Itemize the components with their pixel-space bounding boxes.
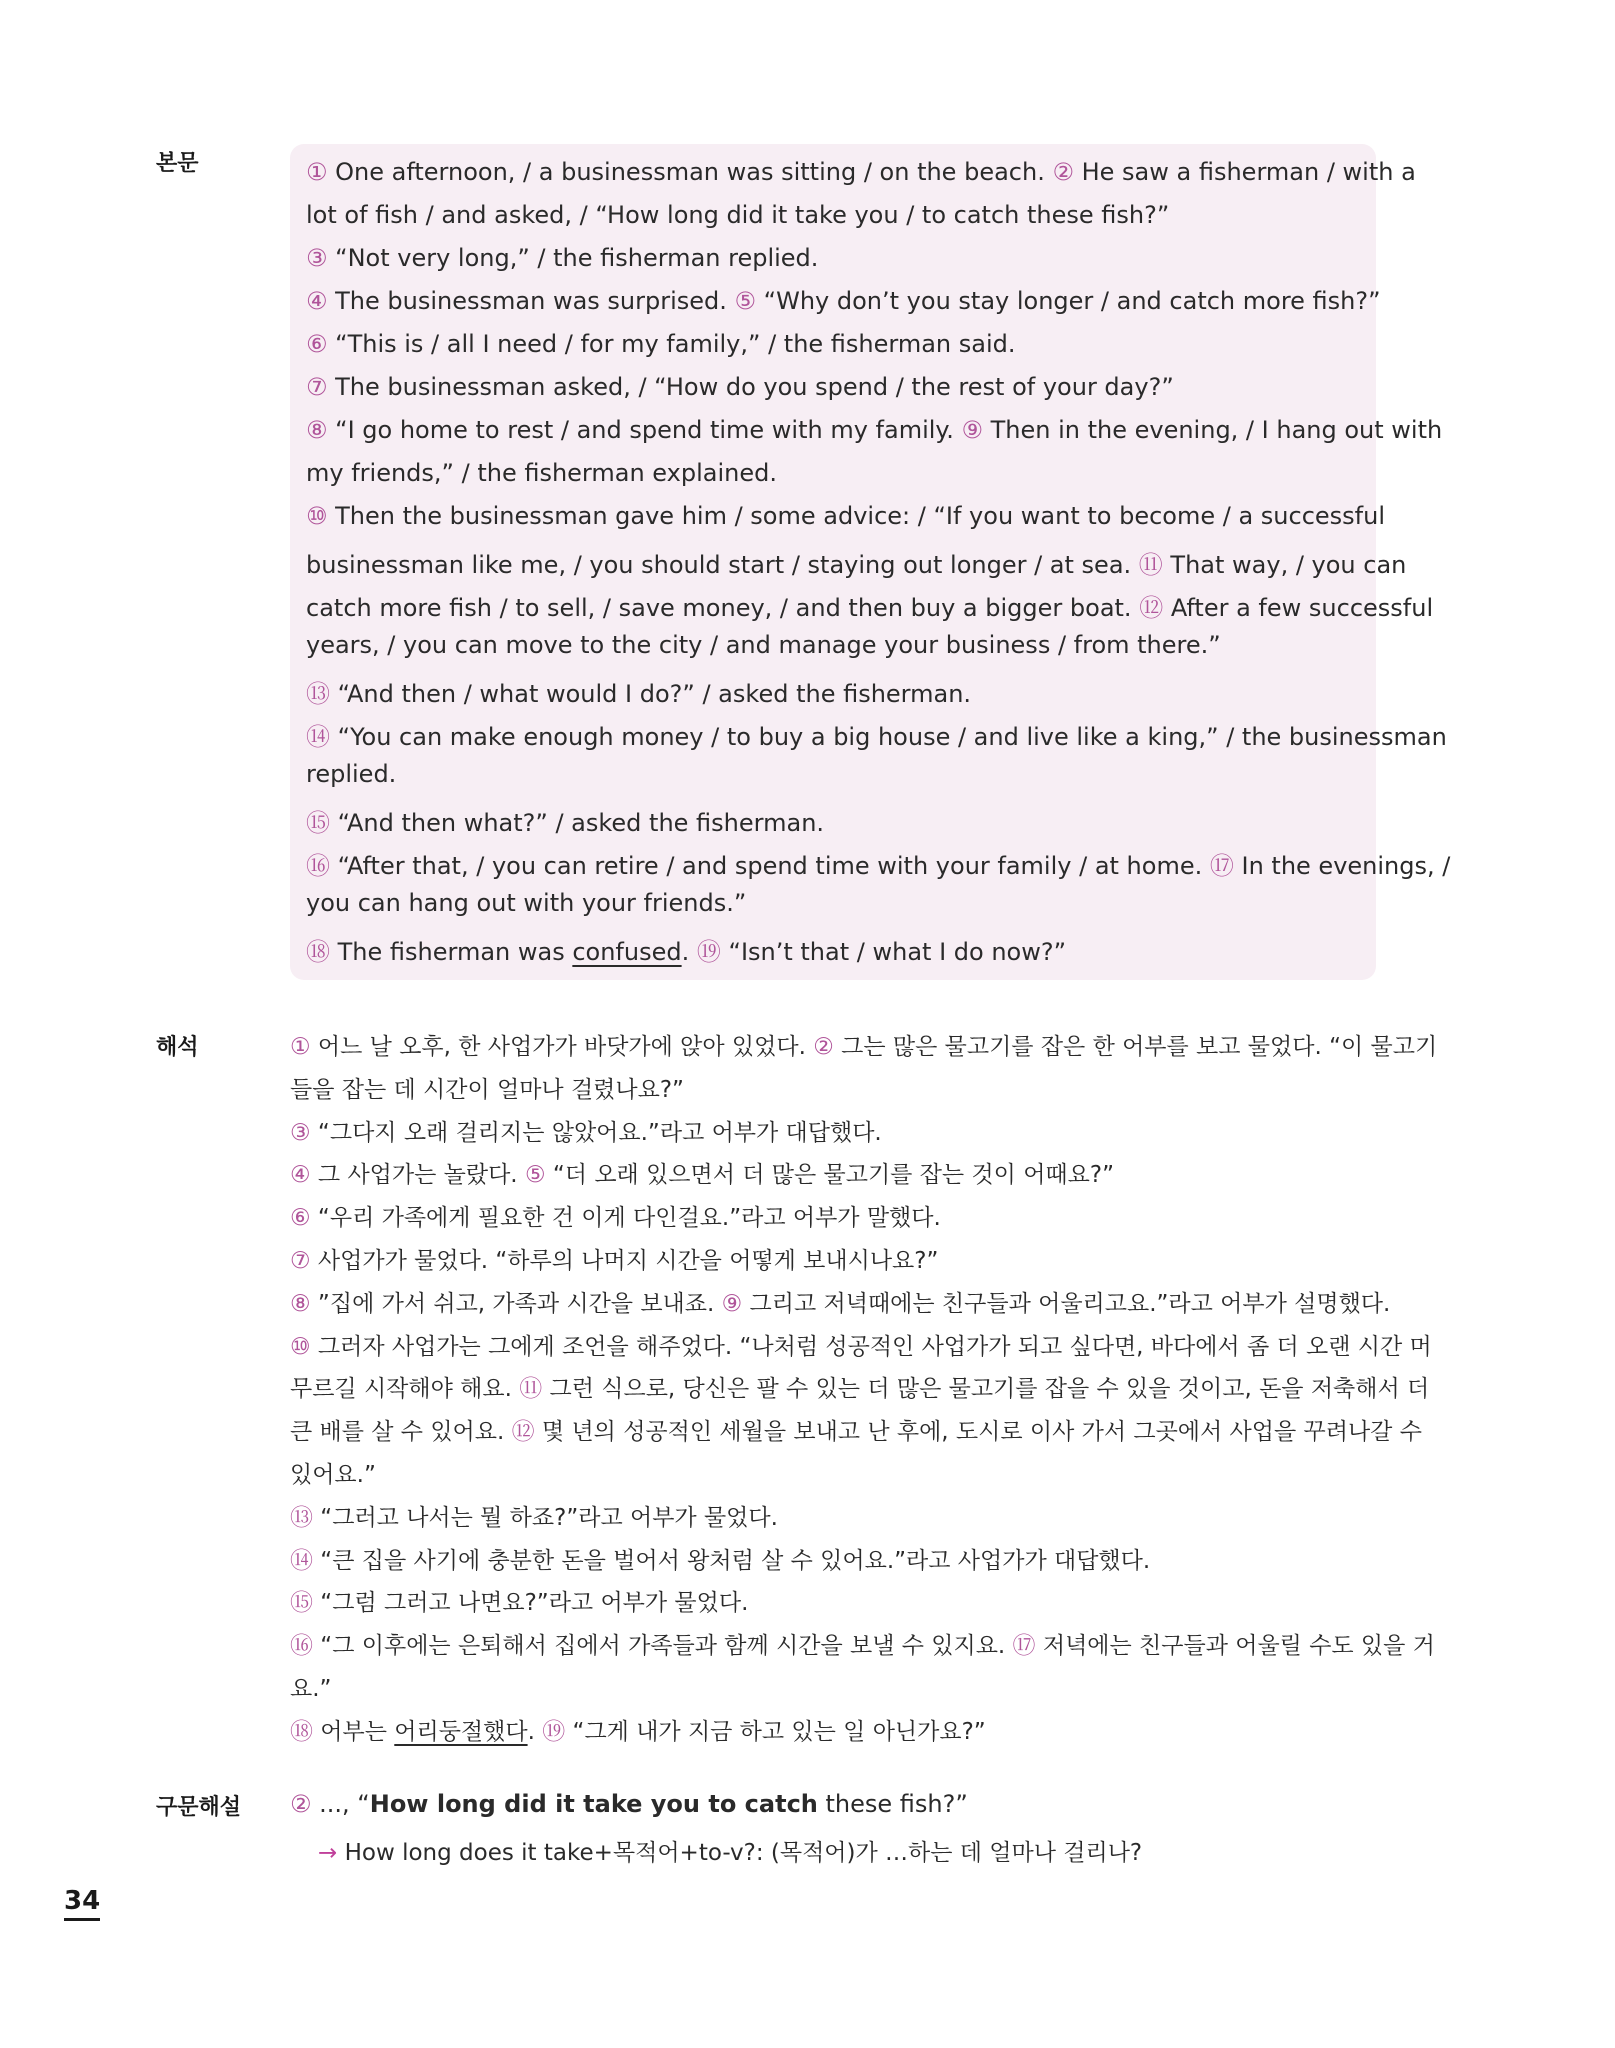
text-line [290,1627,1435,1660]
sentence-number: ⑱ [306,938,330,966]
section-label-structure: 구문해설 [156,1795,242,1820]
structure-tail: these fish?” [817,1790,968,1818]
text-line [290,1028,1438,1061]
line-text: businessman like me, / you should start / staying out longer / at sea. ⑪ That way, / you can [306,551,1407,579]
sentence-number: ① [306,158,328,186]
text-line [306,760,1366,788]
text-line [306,158,1416,186]
text-line [306,631,1366,659]
page-number: 34 [64,1886,100,1921]
line-text: lot of fish / and asked, / “How long did it take you / to catch these fish?” [306,201,1170,229]
line-text: ③ “그다지 오래 걸리지는 않았어요.”라고 어부가 대답했다. [290,1119,882,1146]
section-label-text: 본문 [156,151,199,176]
sentence-number: ⑲ [696,938,721,966]
text-line [306,201,1366,229]
text-line [306,932,1366,967]
arrow-icon: → [318,1840,338,1866]
sentence-number: ② [813,1034,834,1060]
text-line [306,674,1366,709]
line-text: ⑩ Then the businessman gave him / some advice: / “If you want to become / a successful [306,502,1386,530]
sentence-number: ④ [290,1162,311,1189]
text-line [306,846,1451,881]
text-line [306,803,1366,838]
line-text-continued: . ⑲ “그게 내가 지금 하고 있는 일 아닌가요?” [527,1718,986,1745]
underlined-word: 어리둥절했다 [394,1718,528,1745]
sentence-number: ④ [306,287,328,315]
text-line [290,1542,1380,1575]
line-text: ① 어느 날 오후, 한 사업가가 바닷가에 앉아 있었다. ② 그는 많은 물고기를 잡은 한 어부를 보고 물었다. “이 물고기 [290,1034,1438,1060]
text-line [306,889,1366,917]
line-text: ① One afternoon, / a businessman was sitting / on the beach. ② He saw a fisherman / with a [306,158,1416,186]
line-text: ④ The businessman was surprised. ⑤ “Why don’t you stay longer / and catch more fish?” [306,287,1381,315]
text-line [290,1456,1380,1489]
line-text: ⑬ “그러고 나서는 뭘 하죠?”라고 어부가 물었다. [290,1504,778,1531]
line-text: ⑯ “그 이후에는 은퇴해서 집에서 가족들과 함께 시간을 보낼 수 있지요. ⑰ 저녁에는 친구들과 어울릴 수도 있을 거 [290,1633,1435,1660]
sentence-number: ⑯ [290,1633,313,1660]
text-line [290,1071,1380,1104]
sentence-number: ⑮ [290,1590,313,1617]
sentence-number: ⑧ [306,416,328,444]
sentence-number: ⑯ [306,852,330,880]
sentence-number: ⑥ [306,330,328,358]
sentence-number: ⑤ [524,1162,546,1189]
text-line [290,1499,1380,1532]
text-line [290,1413,1422,1446]
line-text: my friends,” / the fisherman explained. [306,459,777,487]
text-line [290,1713,1380,1746]
line-text: 요.” [290,1676,332,1702]
text-line [306,545,1407,580]
text-line [290,1199,1380,1232]
line-text: replied. [306,760,397,788]
line-text: 큰 배를 살 수 있어요. ⑫ 몇 년의 성공적인 세월을 보내고 난 후에, 도시로 이사 가서 그곳에서 사업을 꾸려나갈 수 [290,1419,1422,1446]
structure-example [290,1790,1380,1818]
sentence-number: ⑫ [1139,594,1164,622]
text-line [306,588,1434,623]
sentence-number: ③ [290,1119,311,1146]
sentence-number: ⑭ [306,723,330,751]
underlined-word: confused [572,938,682,966]
sentence-number: ⑪ [1138,551,1163,579]
line-text: ⑭ “큰 집을 사기에 충분한 돈을 벌어서 왕처럼 살 수 있어요.”라고 사업가가 대답했다. [290,1547,1151,1574]
sentence-number: ⑤ [734,287,757,315]
sentence-number: ⑱ [290,1718,313,1745]
sentence-number: ⑦ [290,1248,311,1274]
line-text: ⑱ 어부는 [290,1718,395,1745]
sentence-number: ⑰ [1012,1633,1036,1660]
line-text-continued: . ⑲ “Isn’t that / what I do now?” [681,938,1067,966]
text-line [290,1670,1380,1703]
line-text: ⑩ 그러자 사업가는 그에게 조언을 해주었다. “나처럼 성공적인 사업가가 되고 싶다면, 바다에서 좀 더 오랜 시간 머 [290,1333,1432,1360]
text-line [306,416,1443,444]
line-text: ⑮ “그럼 그러고 나면요?”라고 어부가 물었다. [290,1590,749,1617]
line-text: ⑧ “I go home to rest / and spend time with my family. ⑨ Then in the evening, / I hang out with [306,416,1443,444]
text-line [290,1328,1432,1361]
sentence-number: ⑨ [721,1290,743,1317]
line-text: ⑮ “And then what?” / asked the fisherman. [306,809,825,837]
structure-bold: How long did it take you to catch [369,1790,818,1818]
line-text: ⑭ “You can make enough money / to buy a big house / and live like a king,” / the businessman [306,723,1447,751]
line-text: ⑱ The fisherman was [306,938,573,966]
sentence-number: ⑰ [1209,852,1234,880]
sentence-number: ③ [306,244,328,272]
sentence-number: ② [1052,158,1074,186]
sentence-number: ⑮ [306,809,330,837]
line-text: catch more fish / to sell, / save money, / and then buy a bigger boat. ⑫ After a few successful [306,594,1434,622]
line-text: ④ 그 사업가는 놀랐다. ⑤ “더 오래 있으면서 더 많은 물고기를 잡는 것이 어때요?” [290,1162,1114,1189]
text-line [306,373,1366,401]
text-line [306,502,1386,530]
text-line [306,287,1381,315]
sentence-number: ① [290,1034,311,1060]
text-line [290,1156,1380,1189]
structure-note [318,1834,1408,1867]
line-text: ⑦ 사업가가 물었다. “하루의 나머지 시간을 어떻게 보내시나요?” [290,1248,939,1274]
text-line [306,244,1366,272]
text-line [306,459,1366,487]
sentence-number: ⑦ [306,373,328,401]
structure-lead: ..., “ [311,1790,370,1818]
text-line [306,717,1447,752]
sentence-number: ⑭ [290,1547,313,1574]
line-text: you can hang out with your friends.” [306,889,747,917]
line-text: 있어요.” [290,1462,376,1488]
text-line [290,1242,1380,1275]
line-text: ⑥ “우리 가족에게 필요한 건 이게 다인걸요.”라고 어부가 말했다. [290,1205,941,1232]
sentence-number: ⑩ [290,1333,311,1360]
line-text: ⑧ ”집에 가서 쉬고, 가족과 시간을 보내죠. ⑨ 그리고 저녁때에는 친구들과 어울리고요.”라고 어부가 설명했다. [290,1290,1391,1317]
structure-note-text: How long does it take+목적어+to-v?: (목적어)가 …하는 데 얼마나 걸리나? [337,1840,1143,1866]
sentence-number: ⑧ [290,1290,311,1317]
line-text: years, / you can move to the city / and manage your business / from there.” [306,631,1221,659]
sentence-number: ⑬ [290,1504,313,1531]
sentence-number: ② [290,1790,312,1818]
sentence-number: ⑨ [961,416,983,444]
line-text: 무르길 시작해야 해요. ⑪ 그런 식으로, 당신은 팔 수 있는 더 많은 물고기를 잡을 수 있을 것이고, 돈을 저축해서 더 [290,1376,1430,1403]
sentence-number: ⑥ [290,1205,311,1232]
line-text: ⑯ “After that, / you can retire / and spend time with your family / at home. ⑰ In the evenings, / [306,852,1451,880]
text-line [290,1584,1380,1617]
text-line [290,1370,1430,1403]
line-text: ⑬ “And then / what would I do?” / asked the fisherman. [306,680,972,708]
text-line [290,1114,1380,1147]
sentence-number: ⑩ [306,502,328,530]
section-label-translation: 해석 [156,1035,199,1060]
sentence-number: ⑲ [542,1718,566,1745]
text-line [306,330,1366,358]
text-line [290,1285,1391,1318]
sentence-number: ⑬ [306,680,330,708]
line-text: ③ “Not very long,” / the fisherman replied. [306,244,819,272]
line-text: 들을 잡는 데 시간이 얼마나 걸렸나요?” [290,1076,684,1103]
line-text: ⑥ “This is / all I need / for my family,” / the fisherman said. [306,330,1016,358]
sentence-number: ⑫ [511,1419,535,1446]
sentence-number: ⑪ [519,1376,543,1403]
line-text: ⑦ The businessman asked, / “How do you spend / the rest of your day?” [306,373,1174,401]
